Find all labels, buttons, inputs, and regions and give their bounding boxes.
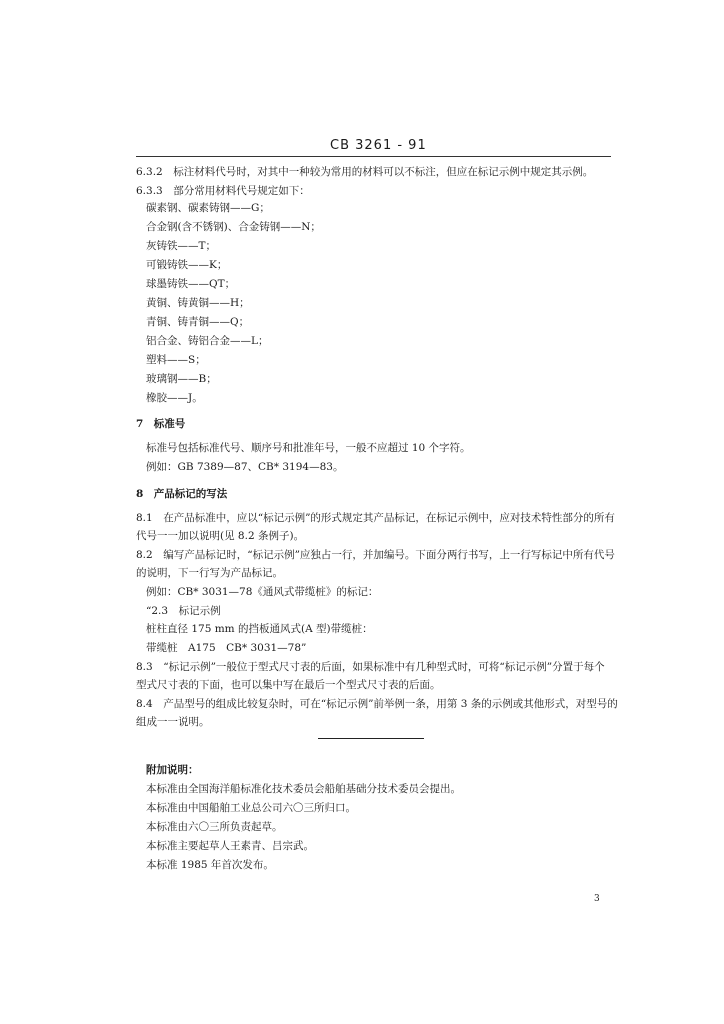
material-item: 青铜、铸青铜——Q； xyxy=(146,316,250,328)
material-item: 玻璃钢——B； xyxy=(146,373,217,385)
header-rule xyxy=(136,156,611,157)
example-line: 带缆桩 A175 CB* 3031—78” xyxy=(146,642,307,654)
material-item: 塑料——S； xyxy=(146,354,206,366)
note-line: 本标准由六〇三所负责起草。 xyxy=(146,821,283,833)
clause-8-1: 8.1 在产品标准中，应以“标记示例”的形式规定其产品标记，在标记示例中，应对技术特性部分的所有 xyxy=(136,512,615,524)
clause-8-2: 8.2 编写产品标记时，“标记示例”应独占一行，并加编号。下面分两行书写，上一行写标记中所有代号 xyxy=(136,549,615,561)
example-line: 桩柱直径 175 mm 的挡板通风式(A 型)带缆桩： xyxy=(146,623,373,635)
material-item: 黄铜、铸黄铜——H； xyxy=(146,297,250,309)
clause-6-3-3: 6.3.3 部分常用材料代号规定如下： xyxy=(136,185,310,197)
document-code-header: CB 3261 - 91 xyxy=(330,138,427,153)
clause-8-1-cont: 代号一一加以说明(见 8.2 条例子)。 xyxy=(136,530,305,542)
section-7-text: 标准号包括标准代号、顺序号和批准年号，一般不应超过 10 个字符。 xyxy=(146,442,471,454)
material-item: 灰铸铁——T； xyxy=(146,240,217,252)
example-line: “2.3 标记示例 xyxy=(146,605,221,617)
note-line: 本标准 1985 年首次发布。 xyxy=(146,859,274,871)
clause-8-2-cont: 的说明，下一行写为产品标记。 xyxy=(136,567,283,579)
material-item: 碳素钢、碳素铸钢——G； xyxy=(146,202,270,214)
example-line: 例如：CB* 3031—78《通风式带缆桩》的标记： xyxy=(146,586,379,598)
note-line: 本标准由全国海洋船标准化技术委员会船舶基础分技术委员会提出。 xyxy=(146,783,461,795)
material-item: 合金钢(含不锈钢)、合金铸钢——N； xyxy=(146,221,321,233)
notes-title: 附加说明： xyxy=(146,764,199,776)
material-item: 球墨铸铁——QT； xyxy=(146,278,236,290)
section-7-heading: 7 标准号 xyxy=(136,418,186,430)
section-7-example: 例如：GB 7389—87、CB* 3194—83。 xyxy=(146,461,344,473)
material-item: 橡胶——J。 xyxy=(146,392,203,404)
clause-8-4-cont: 组成一一说明。 xyxy=(136,716,210,728)
section-8-heading: 8 产品标记的写法 xyxy=(136,488,228,500)
note-line: 本标准主要起草人王素青、吕宗武。 xyxy=(146,840,314,852)
material-item: 可锻铸铁——K； xyxy=(146,259,228,271)
end-rule xyxy=(318,738,424,739)
clause-8-4: 8.4 产品型号的组成比较复杂时，可在“标记示例”前举例一条，用第 3 条的示例或其他形式，对型号的 xyxy=(136,698,618,710)
clause-6-3-2: 6.3.2 标注材料代号时，对其中一种较为常用的材料可以不标注，但应在标记示例中规定其示例。 xyxy=(136,166,594,178)
note-line: 本标准由中国船舶工业总公司六〇三所归口。 xyxy=(146,802,356,814)
page-number: 3 xyxy=(594,894,600,904)
material-item: 铝合金、铸铝合金——L； xyxy=(146,335,269,347)
clause-8-3-cont: 型式尺寸表的下面，也可以集中写在最后一个型式尺寸表的后面。 xyxy=(136,679,441,691)
clause-8-3: 8.3 “标记示例”一般位于型式尺寸表的后面，如果标准中有几种型式时，可将“标记示例”分置于每个 xyxy=(136,661,605,673)
